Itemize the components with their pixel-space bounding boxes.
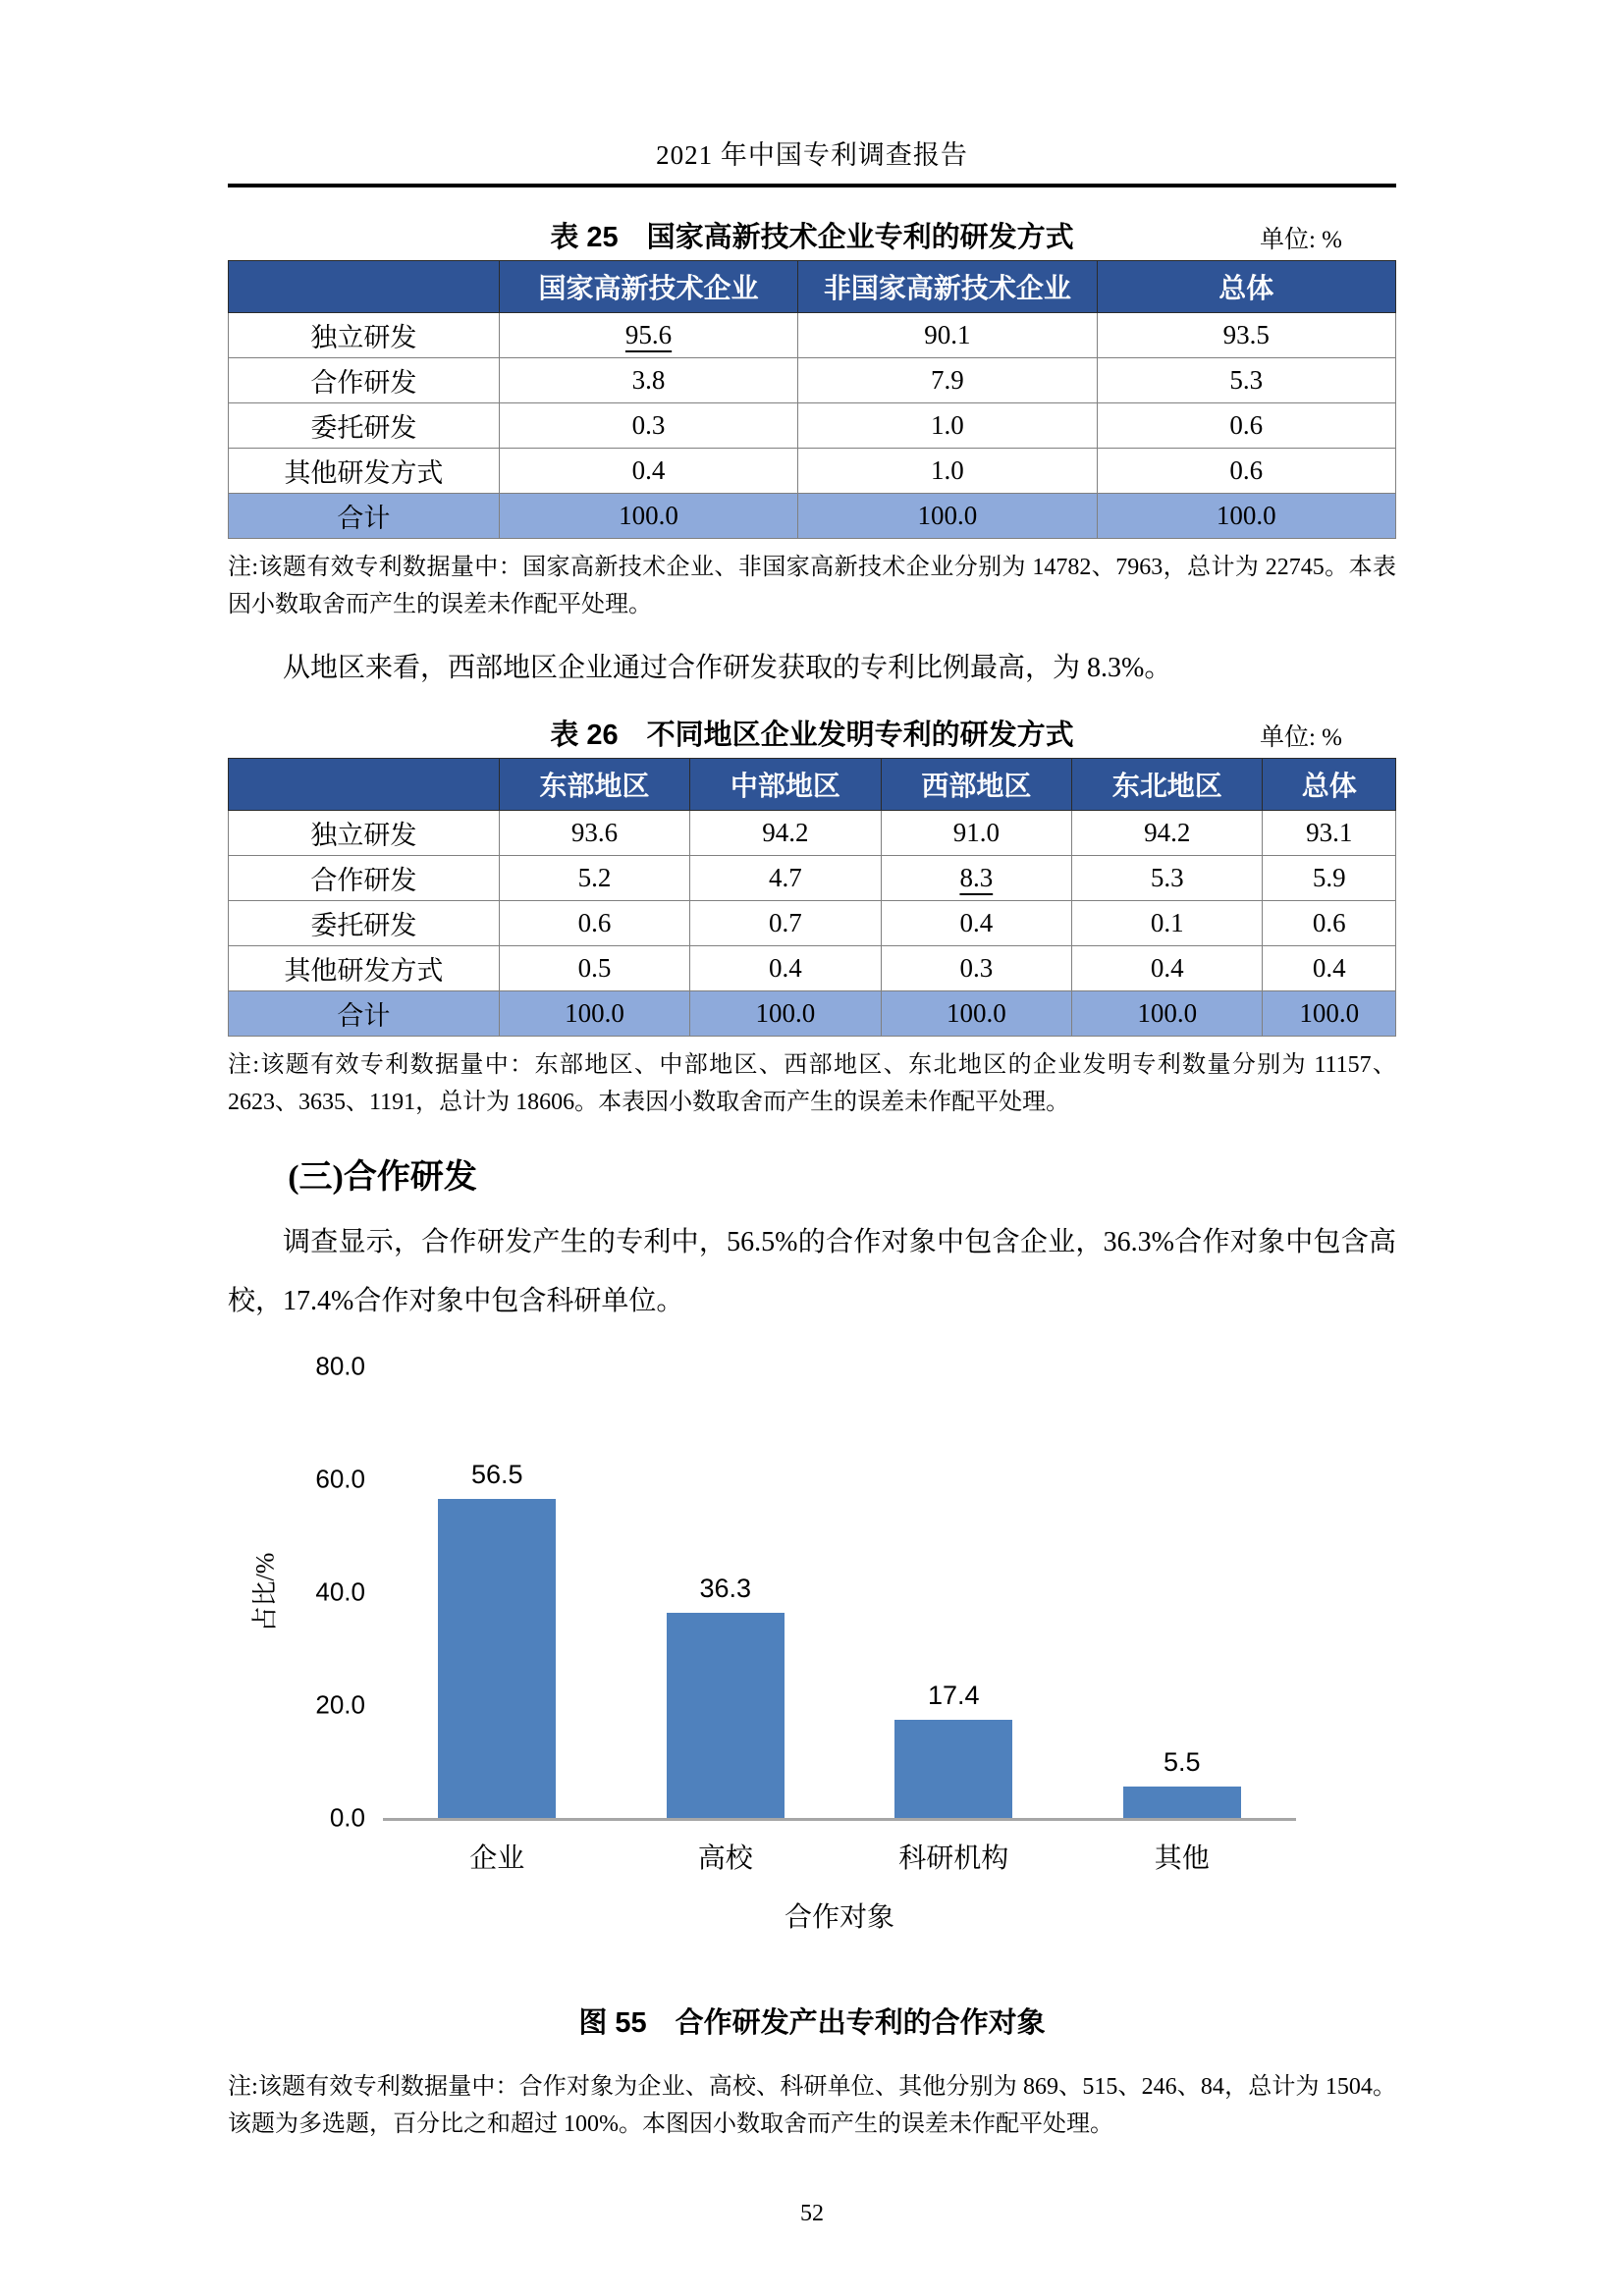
chart-note: 注:该题有效专利数据量中：合作对象为企业、高校、科研单位、其他分别为 869、515、246、84，总计为 1504。该题为多选题，百分比之和超过 100%。本图因小数取舍而产生的误差未作配平处理。 (228, 2073, 1396, 2138)
value-cell: 5.9 (1263, 855, 1396, 900)
row-label: 其他研发方式 (229, 449, 500, 494)
row-label: 合计 (229, 494, 500, 539)
value-cell: 100.0 (690, 990, 881, 1036)
total-row (229, 990, 1396, 1036)
table-row (229, 945, 1396, 990)
y-axis-title: 占比/% (250, 1552, 280, 1632)
value-cell: 0.6 (1097, 449, 1395, 494)
region-paragraph: 从地区来看，西部地区企业通过合作研发获取的专利比例最高，为 8.3%。 (283, 652, 1172, 683)
value-cell: 93.5 (1097, 313, 1395, 358)
column-header: 中部地区 (690, 758, 881, 810)
bar-slot (612, 1366, 840, 1818)
page-number: 52 (800, 2200, 824, 2226)
row-label: 独立研发 (229, 810, 500, 855)
y-tick-label: 80.0 (315, 1351, 365, 1381)
value-cell: 1.0 (798, 449, 1097, 494)
value-cell: 0.4 (1072, 945, 1263, 990)
header-rule (228, 184, 1396, 187)
column-header: 东部地区 (499, 758, 689, 810)
table26 (228, 758, 1396, 1037)
value-cell: 0.6 (499, 900, 689, 945)
table-header (229, 758, 1396, 810)
table26-title: 表 26 不同地区企业发明专利的研发方式 (550, 719, 1074, 751)
value-cell: 100.0 (798, 494, 1097, 539)
table-body (229, 313, 1396, 539)
bar-slot (839, 1366, 1068, 1818)
row-label: 委托研发 (229, 900, 500, 945)
bar-value-label: 5.5 (1163, 1747, 1201, 1778)
table26-note: 注:该题有效专利数据量中：东部地区、中部地区、西部地区、东北地区的企业发明专利数量分别为 11157、2623、3635、1191，总计为 18606。本表因小数取舍而产生的误差未作配平处理。 (228, 1051, 1396, 1116)
table-header-row (229, 261, 1396, 313)
table25 (228, 260, 1396, 539)
column-header: 总体 (1097, 261, 1395, 313)
value-cell: 0.7 (690, 900, 881, 945)
table25-note: 注:该题有效专利数据量中：国家高新技术企业、非国家高新技术企业分别为 14782、7963，总计为 22745。本表因小数取舍而产生的误差未作配平处理。 (228, 555, 1396, 618)
bar-slot (383, 1366, 612, 1818)
table-row (229, 403, 1396, 449)
y-axis-ticks (228, 1351, 365, 1833)
bar-value-label: 56.5 (470, 1460, 523, 1490)
table-row (229, 449, 1396, 494)
bar (894, 1720, 1012, 1818)
table25-title-row (228, 215, 1396, 258)
y-tick-label: 0.0 (329, 1802, 365, 1833)
value-cell: 5.2 (499, 855, 689, 900)
table26-unit-label: 单位: % (1259, 723, 1342, 751)
table25-title: 表 25 国家高新技术企业专利的研发方式 (550, 222, 1074, 253)
column-header: 西部地区 (881, 758, 1071, 810)
value-cell: 3.8 (499, 358, 797, 403)
table26-title-row (228, 713, 1396, 756)
table-row (229, 313, 1396, 358)
row-label: 委托研发 (229, 403, 500, 449)
value-cell: 93.6 (499, 810, 689, 855)
row-label: 合计 (229, 990, 500, 1036)
bar-slot (1068, 1366, 1297, 1818)
value-cell: 0.4 (690, 945, 881, 990)
value-cell: 93.1 (1263, 810, 1396, 855)
value-cell: 100.0 (499, 990, 689, 1036)
table-row (229, 810, 1396, 855)
x-axis-title: 合作对象 (784, 1901, 894, 1933)
column-header: 非国家高新技术企业 (798, 261, 1097, 313)
bar-chart (228, 1351, 1396, 1955)
value-cell: 5.3 (1097, 358, 1395, 403)
section-heading: (三)合作研发 (288, 1158, 477, 1196)
figure-caption: 图 55 合作研发产出专利的合作对象 (578, 2006, 1046, 2039)
row-label: 合作研发 (229, 855, 500, 900)
value-cell: 1.0 (798, 403, 1097, 449)
value-cell: 94.2 (690, 810, 881, 855)
bar (438, 1499, 556, 1818)
page-header-title: 2021 年中国专利调查报告 (656, 140, 968, 170)
x-axis-categories (383, 1837, 1296, 1876)
table-header (229, 261, 1396, 313)
value-cell: 0.4 (881, 900, 1071, 945)
value-cell: 5.3 (1072, 855, 1263, 900)
underlined-value: 95.6 (624, 320, 673, 349)
table-row (229, 900, 1396, 945)
value-cell: 90.1 (798, 313, 1097, 358)
value-cell: 0.5 (499, 945, 689, 990)
column-header: 东北地区 (1072, 758, 1263, 810)
row-label: 其他研发方式 (229, 945, 500, 990)
section-paragraph: 调查显示，合作研发产生的专利中，56.5%的合作对象中包含企业，36.3%合作对象中包含高校，17.4%合作对象中包含科研单位。 (228, 1226, 1396, 1316)
category-label: 科研机构 (898, 1842, 1009, 1874)
row-label: 合作研发 (229, 358, 500, 403)
value-cell: 0.4 (1263, 945, 1396, 990)
category-label: 其他 (1154, 1842, 1210, 1874)
value-cell: 0.1 (1072, 900, 1263, 945)
table-row (229, 358, 1396, 403)
value-cell: 94.2 (1072, 810, 1263, 855)
value-cell: 100.0 (1263, 990, 1396, 1036)
column-header: 国家高新技术企业 (499, 261, 797, 313)
y-tick-label: 40.0 (315, 1576, 365, 1607)
value-cell: 0.4 (499, 449, 797, 494)
value-cell: 100.0 (1097, 494, 1395, 539)
table25-unit-label: 单位: % (1259, 227, 1342, 253)
bar-value-label: 17.4 (927, 1680, 980, 1710)
bar (1123, 1787, 1241, 1818)
y-tick-label: 20.0 (315, 1689, 365, 1720)
underlined-value: 8.3 (959, 862, 994, 892)
value-cell: 0.3 (499, 403, 797, 449)
table-row (229, 855, 1396, 900)
page-content (228, 133, 1396, 2227)
value-cell: 100.0 (499, 494, 797, 539)
total-row (229, 494, 1396, 539)
value-cell: 4.7 (690, 855, 881, 900)
table-body (229, 810, 1396, 1036)
chart-plot-area (383, 1366, 1296, 1821)
column-header: 总体 (1263, 758, 1396, 810)
bar (667, 1613, 785, 1818)
corner-cell (229, 261, 500, 313)
value-cell (881, 855, 1071, 900)
value-cell: 0.3 (881, 945, 1071, 990)
value-cell: 0.6 (1263, 900, 1396, 945)
corner-cell (229, 758, 500, 810)
table-header-row (229, 758, 1396, 810)
value-cell (499, 313, 797, 358)
value-cell: 7.9 (798, 358, 1097, 403)
category-label: 企业 (469, 1842, 525, 1874)
bar-value-label: 36.3 (699, 1574, 752, 1604)
y-tick-label: 60.0 (315, 1464, 365, 1494)
value-cell: 100.0 (1072, 990, 1263, 1036)
value-cell: 91.0 (881, 810, 1071, 855)
value-cell: 100.0 (881, 990, 1071, 1036)
value-cell: 0.6 (1097, 403, 1395, 449)
category-label: 高校 (697, 1842, 753, 1874)
row-label: 独立研发 (229, 313, 500, 358)
